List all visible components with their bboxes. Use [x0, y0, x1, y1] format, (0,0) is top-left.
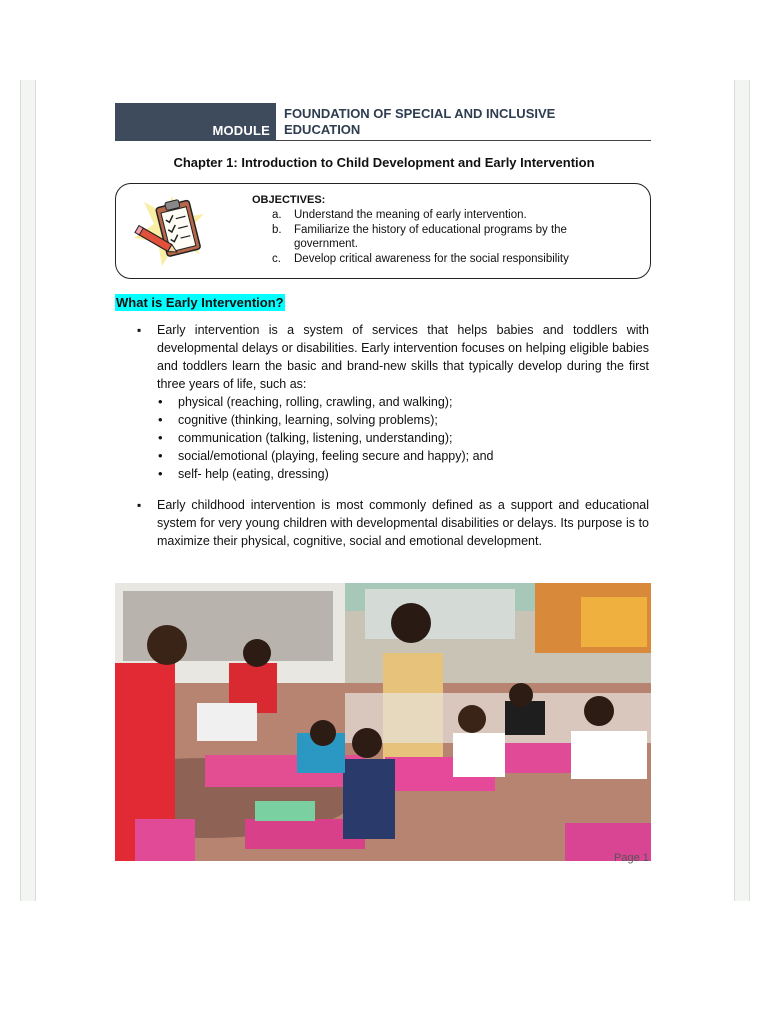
skill-item: • physical (reaching, rolling, crawling, and walking);	[157, 393, 649, 411]
square-bullet-icon: ▪	[137, 323, 142, 337]
module-label: MODULE	[212, 123, 270, 138]
objective-letter: b.	[272, 223, 282, 236]
objective-letter: c.	[272, 252, 281, 265]
bullet-paragraph: Early childhood intervention is most commonly defined as a support and educational system for very young children with developmental disabilities or delays. Its purpose is to maximize their physical, cognitive, social and emotional development.	[157, 498, 649, 548]
objective-text: Develop critical awareness for the social responsibility	[294, 252, 569, 265]
left-page-margin-bar	[20, 80, 36, 901]
module-title-line2: EDUCATION	[284, 121, 361, 137]
page-number: Page 1	[614, 852, 649, 864]
right-page-margin-bar	[734, 80, 750, 901]
skill-item: • cognitive (thinking, learning, solving problems);	[157, 411, 649, 429]
objective-letter: a.	[272, 209, 282, 221]
header-divider	[276, 140, 651, 141]
objective-text: Understand the meaning of early intervention.	[294, 209, 527, 221]
objectives-title: OBJECTIVES:	[252, 194, 326, 206]
bullet-item-early-intervention	[137, 321, 649, 483]
clipboard-icon	[126, 192, 218, 272]
bullet-paragraph: Early intervention is a system of services that helps babies and toddlers with developmental delays or disabilities. Early intervention focuses on helping eligible babies and toddlers learn the basic and brand-new skills that typically develop during the first three years of life, such as:	[157, 323, 649, 391]
objective-item	[272, 208, 612, 223]
module-title	[284, 106, 555, 137]
section-heading: What is Early Intervention?	[116, 295, 284, 310]
skill-item: • communication (talking, listening, understanding);	[157, 429, 649, 447]
classroom-photo	[115, 583, 651, 861]
module-header	[115, 103, 651, 141]
objectives-list	[272, 208, 612, 266]
skill-item: • self- help (eating, dressing)	[157, 465, 649, 483]
chapter-title: Chapter 1: Introduction to Child Development and Early Intervention	[173, 155, 595, 170]
skills-list	[157, 393, 649, 483]
objective-text: Familiarize the history of educational programs by the government.	[294, 223, 567, 250]
module-title-line1: FOUNDATION OF SPECIAL AND INCLUSIVE	[284, 106, 556, 121]
objectives-box	[115, 183, 651, 279]
objective-item	[272, 252, 612, 267]
skill-item: • social/emotional (playing, feeling secure and happy); and	[157, 447, 649, 465]
objective-item	[272, 223, 612, 252]
bullet-item-early-childhood	[137, 496, 649, 550]
module-block	[115, 103, 276, 141]
square-bullet-icon: ▪	[137, 498, 142, 512]
